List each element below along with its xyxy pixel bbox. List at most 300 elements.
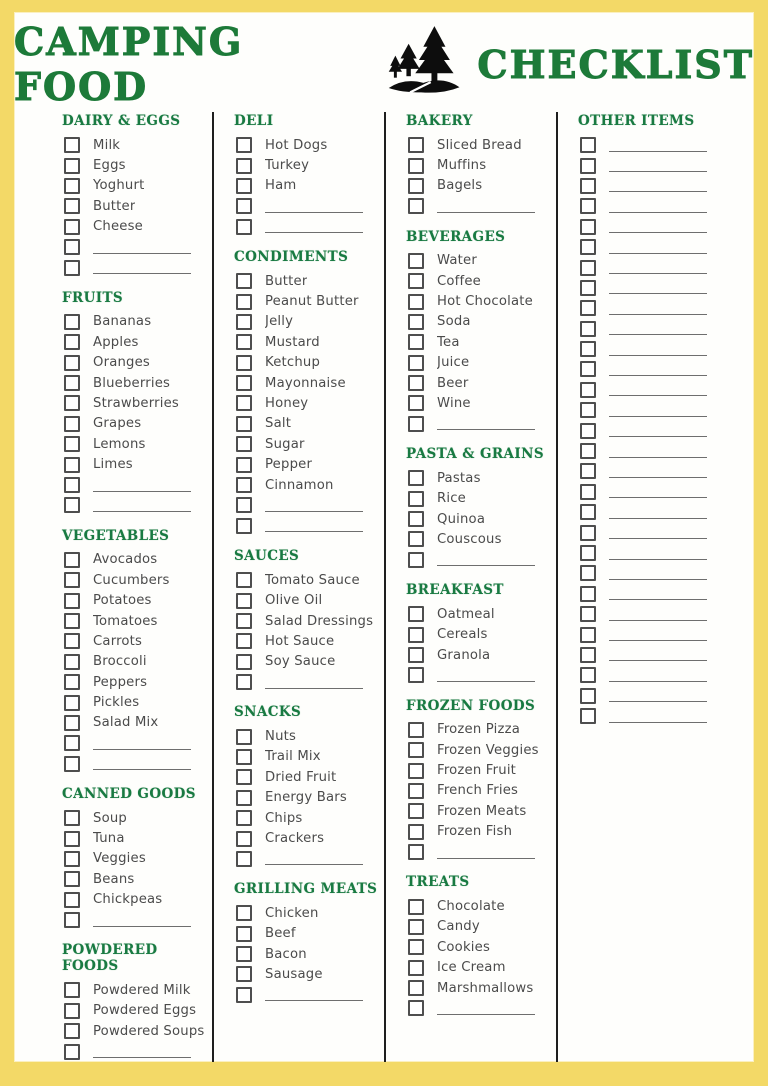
checkbox[interactable] xyxy=(408,606,424,622)
checkbox[interactable] xyxy=(236,769,252,785)
checklist-row xyxy=(62,217,212,237)
checkbox[interactable] xyxy=(580,688,596,704)
section-title: SNACKS xyxy=(234,704,302,721)
write-in-line[interactable] xyxy=(609,567,707,580)
checkbox[interactable] xyxy=(408,470,424,486)
section-title: DAIRY & EGGS xyxy=(62,113,181,129)
checkbox[interactable] xyxy=(64,375,80,391)
write-in-line[interactable] xyxy=(609,281,707,294)
write-in-line[interactable] xyxy=(609,465,707,478)
checkbox[interactable] xyxy=(64,497,80,513)
checkbox[interactable] xyxy=(236,810,252,826)
checkbox[interactable] xyxy=(236,457,252,473)
item-label: Mayonnaise xyxy=(265,375,346,391)
section-title: GRILLING MEATS xyxy=(234,881,378,898)
write-in-line[interactable] xyxy=(93,914,191,927)
checkbox[interactable] xyxy=(408,722,424,738)
write-in-line[interactable] xyxy=(93,499,191,512)
write-in-line[interactable] xyxy=(609,710,707,723)
checklist-blank-row xyxy=(578,482,728,502)
write-in-line[interactable] xyxy=(437,846,535,859)
checkbox[interactable] xyxy=(64,695,80,711)
column-3 xyxy=(384,112,556,1062)
write-in-line[interactable] xyxy=(609,322,707,335)
checkbox[interactable] xyxy=(64,613,80,629)
checklist-blank-row xyxy=(578,461,728,481)
item-label: Hot Dogs xyxy=(265,137,328,153)
checkbox[interactable] xyxy=(408,980,424,996)
write-in-line[interactable] xyxy=(93,757,191,770)
write-in-line[interactable] xyxy=(609,445,707,458)
write-in-line[interactable] xyxy=(609,404,707,417)
checkbox[interactable] xyxy=(64,1044,80,1060)
checkbox[interactable] xyxy=(408,844,424,860)
checkbox[interactable] xyxy=(580,137,596,153)
checkbox[interactable] xyxy=(64,756,80,772)
checkbox[interactable] xyxy=(64,416,80,432)
write-in-line[interactable] xyxy=(609,261,707,274)
checkbox[interactable] xyxy=(408,416,424,432)
checkbox[interactable] xyxy=(408,137,424,153)
checkbox[interactable] xyxy=(236,314,252,330)
checkbox[interactable] xyxy=(236,294,252,310)
item-label: Salad Mix xyxy=(93,715,159,731)
checkbox[interactable] xyxy=(64,552,80,568)
checkbox[interactable] xyxy=(64,477,80,493)
checkbox[interactable] xyxy=(236,633,252,649)
checkbox[interactable] xyxy=(408,158,424,174)
item-label: Soup xyxy=(93,810,127,826)
checkbox[interactable] xyxy=(408,742,424,758)
item-label: Tuna xyxy=(93,831,125,847)
item-label: Milk xyxy=(93,137,121,153)
checkbox[interactable] xyxy=(408,627,424,643)
checklist-blank-row xyxy=(406,414,556,434)
checkbox[interactable] xyxy=(64,715,80,731)
write-in-line[interactable] xyxy=(609,689,707,702)
item-label: Bananas xyxy=(93,314,152,330)
checklist-row xyxy=(406,604,556,624)
section-title: BREAKFAST xyxy=(406,582,504,599)
checkbox[interactable] xyxy=(64,178,80,194)
checkbox[interactable] xyxy=(580,463,596,479)
item-label: Candy xyxy=(437,919,480,935)
checklist-row xyxy=(62,611,212,631)
checklist-blank-row xyxy=(578,319,728,339)
checklist-row xyxy=(62,1021,212,1041)
write-in-line[interactable] xyxy=(265,676,363,689)
checkbox[interactable] xyxy=(236,593,252,609)
section-title: CONDIMENTS xyxy=(234,248,349,265)
checkbox[interactable] xyxy=(580,300,596,316)
checklist-row xyxy=(406,760,556,780)
write-in-line[interactable] xyxy=(609,424,707,437)
checkbox[interactable] xyxy=(236,905,252,921)
write-in-line[interactable] xyxy=(265,988,363,1001)
checkbox[interactable] xyxy=(236,654,252,670)
checkbox[interactable] xyxy=(408,491,424,507)
checklist-row xyxy=(234,176,384,196)
checkbox[interactable] xyxy=(580,606,596,622)
checkbox[interactable] xyxy=(580,402,596,418)
checkbox[interactable] xyxy=(408,334,424,350)
write-in-line[interactable] xyxy=(609,587,707,600)
checklist-row xyxy=(62,828,212,848)
checkbox[interactable] xyxy=(236,946,252,962)
checkbox[interactable] xyxy=(580,382,596,398)
checkbox[interactable] xyxy=(64,395,80,411)
checkbox[interactable] xyxy=(580,443,596,459)
checkbox[interactable] xyxy=(408,824,424,840)
checklist-row xyxy=(406,958,556,978)
write-in-line[interactable] xyxy=(609,485,707,498)
write-in-line[interactable] xyxy=(609,179,707,192)
checklist-row xyxy=(62,869,212,889)
checklist-blank-row xyxy=(62,495,212,515)
write-in-line[interactable] xyxy=(609,526,707,539)
item-label: Frozen Meats xyxy=(437,803,527,819)
checklist-blank-row xyxy=(578,543,728,563)
checkbox[interactable] xyxy=(236,334,252,350)
section-snacks xyxy=(234,704,384,869)
checklist-row xyxy=(234,903,384,923)
write-in-line[interactable] xyxy=(609,628,707,641)
item-label: Beef xyxy=(265,926,296,942)
checkbox[interactable] xyxy=(236,790,252,806)
checkbox[interactable] xyxy=(64,239,80,255)
checkbox[interactable] xyxy=(236,416,252,432)
checklist-row xyxy=(62,312,212,332)
checklist-row xyxy=(234,312,384,332)
item-label: Beer xyxy=(437,375,469,391)
checkbox[interactable] xyxy=(408,395,424,411)
checklist-row xyxy=(406,645,556,665)
checklist-row xyxy=(406,373,556,393)
write-in-line[interactable] xyxy=(265,220,363,233)
section-title: VEGETABLES xyxy=(62,527,170,544)
write-in-line[interactable] xyxy=(609,363,707,376)
item-label: Oranges xyxy=(93,355,150,371)
item-label: Butter xyxy=(93,198,136,214)
write-in-line[interactable] xyxy=(265,200,363,213)
write-in-line[interactable] xyxy=(609,547,707,560)
section-title: CANNED GOODS xyxy=(62,785,196,802)
checkbox[interactable] xyxy=(408,803,424,819)
write-in-line[interactable] xyxy=(93,737,191,750)
checkbox[interactable] xyxy=(236,729,252,745)
checkbox[interactable] xyxy=(580,341,596,357)
checkbox[interactable] xyxy=(580,484,596,500)
section-pasta-grains xyxy=(406,446,556,570)
write-in-line[interactable] xyxy=(93,241,191,254)
item-label: Cucumbers xyxy=(93,572,170,588)
write-in-line[interactable] xyxy=(609,608,707,621)
checkbox[interactable] xyxy=(580,504,596,520)
checkbox[interactable] xyxy=(64,912,80,928)
checkbox[interactable] xyxy=(64,674,80,690)
checklist-row xyxy=(406,740,556,760)
item-label: Veggies xyxy=(93,851,146,867)
checkbox[interactable] xyxy=(580,219,596,235)
checkbox[interactable] xyxy=(408,314,424,330)
checkbox[interactable] xyxy=(580,260,596,276)
checkbox[interactable] xyxy=(64,137,80,153)
checklist-row xyxy=(234,332,384,352)
item-label: Cinnamon xyxy=(265,477,334,493)
section-deli xyxy=(234,113,384,237)
checkbox[interactable] xyxy=(408,178,424,194)
checklist-blank-row xyxy=(406,665,556,685)
write-in-line[interactable] xyxy=(437,1002,535,1015)
write-in-line[interactable] xyxy=(437,553,535,566)
checklist-blank-row xyxy=(578,522,728,542)
checklist-blank-row xyxy=(578,563,728,583)
checklist-blank-row xyxy=(62,237,212,257)
checklist-row xyxy=(62,808,212,828)
item-label: Apples xyxy=(93,334,139,350)
checklist-blank-row xyxy=(578,359,728,379)
checkbox[interactable] xyxy=(408,531,424,547)
section-beverages xyxy=(406,229,556,435)
checkbox[interactable] xyxy=(64,1003,80,1019)
checkbox[interactable] xyxy=(580,280,596,296)
checkbox[interactable] xyxy=(580,423,596,439)
checklist-blank-row xyxy=(578,604,728,624)
checkbox[interactable] xyxy=(236,572,252,588)
item-label: Beans xyxy=(93,871,135,887)
checkbox[interactable] xyxy=(236,966,252,982)
checkbox[interactable] xyxy=(408,294,424,310)
write-in-line[interactable] xyxy=(437,669,535,682)
checkbox[interactable] xyxy=(408,647,424,663)
section-grilling-meats xyxy=(234,881,384,1005)
checkbox[interactable] xyxy=(64,851,80,867)
checkbox[interactable] xyxy=(408,919,424,935)
checkbox[interactable] xyxy=(236,497,252,513)
checkbox[interactable] xyxy=(236,178,252,194)
checkbox[interactable] xyxy=(64,334,80,350)
checkbox[interactable] xyxy=(408,253,424,269)
checklist-row xyxy=(234,271,384,291)
checkbox[interactable] xyxy=(236,436,252,452)
checkbox[interactable] xyxy=(236,518,252,534)
write-in-line[interactable] xyxy=(265,499,363,512)
checklist-row xyxy=(62,890,212,910)
checkbox[interactable] xyxy=(580,586,596,602)
write-in-line[interactable] xyxy=(609,139,707,152)
checklist-row xyxy=(62,353,212,373)
checkbox[interactable] xyxy=(580,239,596,255)
column-1 xyxy=(48,112,212,1062)
checkbox[interactable] xyxy=(236,158,252,174)
checkbox[interactable] xyxy=(408,375,424,391)
section-title: FRUITS xyxy=(62,289,124,306)
section-frozen-foods xyxy=(406,698,556,863)
checkbox[interactable] xyxy=(64,735,80,751)
write-in-line[interactable] xyxy=(609,159,707,172)
checkbox[interactable] xyxy=(408,552,424,568)
write-in-line[interactable] xyxy=(609,648,707,661)
section-canned-goods xyxy=(62,786,212,930)
checkbox[interactable] xyxy=(64,633,80,649)
checkbox[interactable] xyxy=(236,749,252,765)
write-in-line[interactable] xyxy=(609,241,707,254)
checkbox[interactable] xyxy=(236,613,252,629)
checkbox[interactable] xyxy=(580,525,596,541)
checklist-blank-row xyxy=(234,849,384,869)
checkbox[interactable] xyxy=(408,763,424,779)
checkbox[interactable] xyxy=(64,260,80,276)
section-other-items xyxy=(578,113,728,726)
write-in-line[interactable] xyxy=(265,852,363,865)
item-label: Pepper xyxy=(265,457,313,473)
checkbox[interactable] xyxy=(580,178,596,194)
checklist-row xyxy=(406,135,556,155)
checkbox[interactable] xyxy=(580,361,596,377)
checkbox[interactable] xyxy=(64,654,80,670)
checklist-blank-row xyxy=(234,495,384,515)
checkbox[interactable] xyxy=(64,1023,80,1039)
checklist-row xyxy=(234,135,384,155)
section-dairy-eggs xyxy=(62,113,212,278)
checkbox[interactable] xyxy=(408,667,424,683)
item-label: Crackers xyxy=(265,831,325,847)
checkbox[interactable] xyxy=(580,198,596,214)
checkbox[interactable] xyxy=(236,219,252,235)
checkbox[interactable] xyxy=(580,647,596,663)
checkbox[interactable] xyxy=(64,982,80,998)
checklist-row xyxy=(62,590,212,610)
checklist-row xyxy=(406,291,556,311)
checkbox[interactable] xyxy=(236,674,252,690)
checkbox[interactable] xyxy=(580,565,596,581)
checklist-blank-row xyxy=(578,155,728,175)
checkbox[interactable] xyxy=(580,627,596,643)
checkbox[interactable] xyxy=(408,939,424,955)
checklist-row xyxy=(234,155,384,175)
checkbox[interactable] xyxy=(408,1000,424,1016)
item-label: Soda xyxy=(437,314,471,330)
checkbox[interactable] xyxy=(408,899,424,915)
item-label: Blueberries xyxy=(93,375,171,391)
checklist-row xyxy=(234,808,384,828)
item-label: Salt xyxy=(265,416,292,432)
checklist-row xyxy=(406,896,556,916)
item-label: Potatoes xyxy=(93,593,152,609)
checkbox[interactable] xyxy=(580,158,596,174)
checklist-blank-row xyxy=(578,706,728,726)
checklist-row xyxy=(62,713,212,733)
checkbox[interactable] xyxy=(64,219,80,235)
write-in-line[interactable] xyxy=(437,200,535,213)
section-vegetables xyxy=(62,528,212,774)
checkbox[interactable] xyxy=(64,593,80,609)
write-in-line[interactable] xyxy=(609,302,707,315)
checkbox[interactable] xyxy=(236,831,252,847)
write-in-line[interactable] xyxy=(609,669,707,682)
checklist-row xyxy=(234,570,384,590)
checkbox[interactable] xyxy=(64,572,80,588)
checklist-row xyxy=(234,611,384,631)
checklist-blank-row xyxy=(406,196,556,216)
checkbox[interactable] xyxy=(236,273,252,289)
checkbox[interactable] xyxy=(236,137,252,153)
checkbox[interactable] xyxy=(64,457,80,473)
checklist-row xyxy=(406,353,556,373)
checkbox[interactable] xyxy=(580,545,596,561)
checkbox[interactable] xyxy=(236,477,252,493)
checklist-row xyxy=(62,414,212,434)
checkbox[interactable] xyxy=(64,355,80,371)
checklist-row xyxy=(62,980,212,1000)
checkbox[interactable] xyxy=(64,892,80,908)
checkbox[interactable] xyxy=(408,273,424,289)
checkbox[interactable] xyxy=(236,198,252,214)
checkbox[interactable] xyxy=(64,198,80,214)
item-label: Avocados xyxy=(93,552,158,568)
checkbox[interactable] xyxy=(580,321,596,337)
checkbox[interactable] xyxy=(236,375,252,391)
item-label: Chicken xyxy=(265,905,319,921)
write-in-line[interactable] xyxy=(609,506,707,519)
section-title: PASTA & GRAINS xyxy=(406,446,544,463)
checkbox[interactable] xyxy=(580,708,596,724)
checklist-row xyxy=(406,312,556,332)
checkbox[interactable] xyxy=(408,960,424,976)
section-title: POWDERED FOODS xyxy=(62,942,158,975)
checkbox[interactable] xyxy=(580,667,596,683)
checkbox[interactable] xyxy=(64,436,80,452)
item-label: Hot Sauce xyxy=(265,633,335,649)
checkbox[interactable] xyxy=(408,783,424,799)
item-label: Salad Dressings xyxy=(265,613,374,629)
checklist-blank-row xyxy=(62,475,212,495)
checkbox[interactable] xyxy=(64,314,80,330)
item-label: Carrots xyxy=(93,633,143,649)
write-in-line[interactable] xyxy=(437,417,535,430)
section-treats xyxy=(406,874,556,1018)
write-in-line[interactable] xyxy=(609,220,707,233)
checkbox[interactable] xyxy=(236,851,252,867)
checkbox[interactable] xyxy=(236,355,252,371)
checklist-row xyxy=(406,917,556,937)
write-in-line[interactable] xyxy=(609,200,707,213)
checkbox[interactable] xyxy=(408,198,424,214)
checkbox[interactable] xyxy=(236,926,252,942)
checkbox[interactable] xyxy=(64,158,80,174)
checklist-blank-row xyxy=(578,665,728,685)
checkbox[interactable] xyxy=(408,355,424,371)
write-in-line[interactable] xyxy=(609,383,707,396)
checkbox[interactable] xyxy=(64,810,80,826)
checkbox[interactable] xyxy=(64,831,80,847)
item-label: Ice Cream xyxy=(437,960,506,976)
checkbox[interactable] xyxy=(236,987,252,1003)
write-in-line[interactable] xyxy=(265,519,363,532)
checklist-blank-row xyxy=(234,985,384,1005)
checkbox[interactable] xyxy=(64,871,80,887)
write-in-line[interactable] xyxy=(93,1045,191,1058)
write-in-line[interactable] xyxy=(609,343,707,356)
checklist-blank-row xyxy=(578,196,728,216)
item-label: Grapes xyxy=(93,416,142,432)
write-in-line[interactable] xyxy=(93,261,191,274)
checkbox[interactable] xyxy=(408,511,424,527)
item-label: Ham xyxy=(265,178,297,194)
checkbox[interactable] xyxy=(236,395,252,411)
write-in-line[interactable] xyxy=(93,479,191,492)
checklist-blank-row xyxy=(578,298,728,318)
